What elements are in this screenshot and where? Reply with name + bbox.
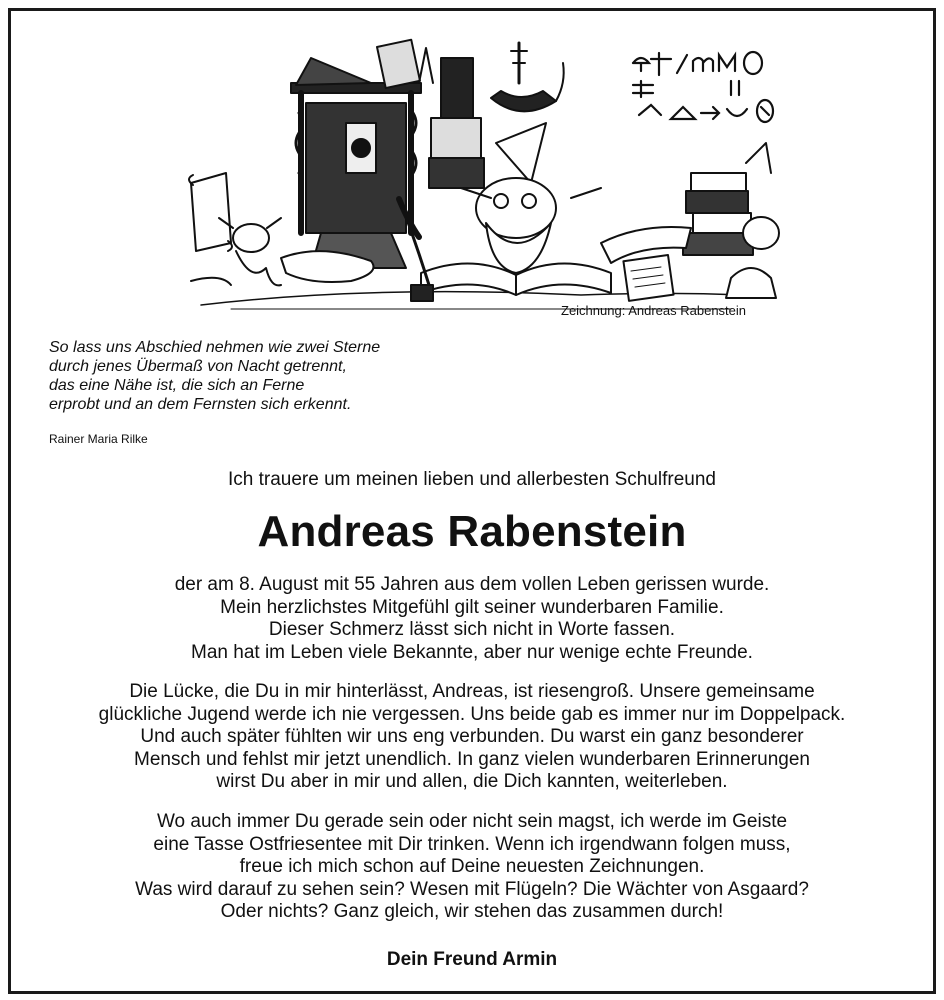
poem-line: So lass uns Abschied nehmen wie zwei Sterne (49, 339, 381, 356)
poem-line: durch jenes Übermaß von Nacht getrennt, (49, 358, 347, 375)
text-line: Was wird darauf zu sehen sein? Wesen mit Flügeln? Die Wächter von Asgaard? (135, 878, 809, 900)
illustration-credit: Zeichnung: Andreas Rabenstein (561, 303, 747, 318)
text-line: Oder nichts? Ganz gleich, wir stehen das zusammen durch! (220, 901, 724, 922)
paragraph-2 (11, 681, 933, 794)
text-line: Mensch und fehlst mir jetzt unendlich. In ganz vielen wunderbaren Erinnerungen (134, 748, 810, 770)
poem (49, 338, 380, 414)
poem-author: Rainer Maria Rilke (49, 432, 148, 446)
text-line: Man hat im Leben viele Bekannte, aber nur wenige echte Freunde. (191, 641, 753, 663)
paragraph-1 (11, 574, 933, 664)
intro-line: Ich trauere um meinen lieben und allerbesten Schulfreund (228, 469, 716, 490)
obituary-frame (8, 8, 936, 994)
paragraph-3 (11, 811, 933, 924)
text-line: wirst Du aber in mir und allen, die Dich kannten, weiterleben. (216, 771, 728, 792)
text-line: glückliche Jugend werde ich nie vergessen. Uns beide gab es immer nur im Doppelpack. (98, 703, 846, 725)
text-line: eine Tasse Ostfriesentee mit Dir trinken. Wenn ich irgendwann folgen muss, (153, 833, 791, 855)
poem-line: erprobt und an dem Fernsten sich erkennt. (49, 396, 352, 413)
wizard-study-drawing-icon (171, 23, 791, 313)
text-line: Wo auch immer Du gerade sein oder nicht sein magst, ich werde im Geiste (156, 811, 788, 832)
text-line: Die Lücke, die Du in mir hinterlässt, Andreas, ist riesengroß. Unsere gemeinsame (129, 681, 815, 702)
deceased-name: Andreas Rabenstein (257, 507, 687, 556)
text-line: Dieser Schmerz lässt sich nicht in Worte fassen. (268, 619, 676, 640)
signature: Dein Freund Armin (386, 949, 558, 970)
text-line: Und auch später fühlten wir uns eng verbunden. Du warst ein ganz besonderer (140, 726, 804, 747)
text-line: freue ich mich schon auf Deine neuesten Zeichnungen. (239, 856, 705, 877)
text-line: der am 8. August mit 55 Jahren aus dem vollen Leben gerissen wurde. (174, 574, 770, 595)
poem-line: das eine Nähe ist, die sich an Ferne (49, 377, 305, 394)
text-line: Mein herzlichstes Mitgefühl gilt seiner wunderbaren Familie. (220, 596, 724, 618)
